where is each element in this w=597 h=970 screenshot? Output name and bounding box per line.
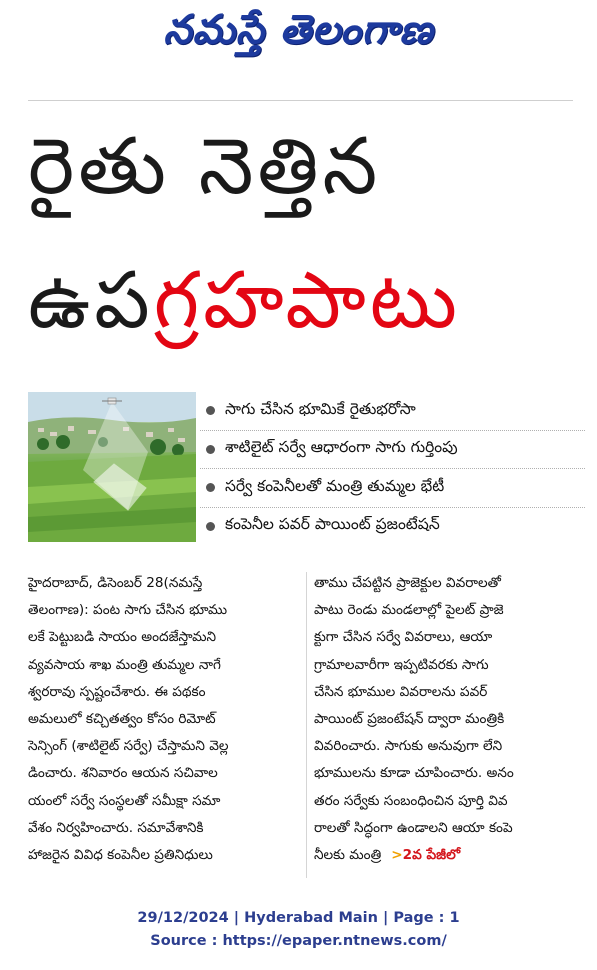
headline-line-2-red: గ్రహపాటు [153,256,461,346]
column-divider [306,572,307,878]
bullet-dot-icon [206,445,215,454]
footer-date-edition: 29/12/2024 | Hyderabad Main | Page : 1 [137,910,460,926]
newspaper-title: నమస్తే తెలంగాణ [163,7,434,53]
bullet-item: సాగు చేసిన భూమికే రైతుభరోసా [200,392,585,431]
continuation-link[interactable]: 2వ పేజీలో [402,847,461,864]
bullet-item: శాటిలైట్ సర్వే ఆధారంగా సాగు గుర్తింపు [200,431,585,470]
article-column-right-text: తాము చేపట్టిన ప్రాజెక్టుల వివరాలతో పాటు రెండు మండలాల్లో పైలట్ ప్రాజె క్టుగా చేసిన సర్వే వివరాలు, ఆయా గ్రామాలవారీగా ఇప్పటివరకు సాగు చేసిన భూముల వివరాలను పవర్ పాయింట్ ప్రజంటేషన్ ద్వారా మంత్రికి వివరించారు. సాగుకు అనువుగా లేని భూములను కూడా చూపించారు. అనం తరం సర్వేకు సంబంధించిన పూర్తి వివ రాలతో సిద్ధంగా ఉండాలని ఆయా కంపె నీలకు మంత్రి [314,575,514,864]
masthead [0,6,597,64]
headline-line-2 [28,256,588,346]
article-column-left: హైదరాబాద్, డిసెంబర్ 28(నమస్తే తెలంగాణ): పంట సాగు చేసిన భూము లకే పెట్టుబడి సాయం అందజేస్తామని వ్యవసాయ శాఖ మంత్రి తుమ్మల నాగే శ్వరరావు స్పష్టంచేశారు. ఈ పథకం అమలులో కచ్చితత్వం కోసం రిమోట్ సెన్సింగ్ (శాటిలైట్ సర్వే) చేస్తామని వెల్ల డించారు. శనివారం ఆయన సచివాల యంలో సర్వే సంస్థలతో సమీక్షా సమా వేశం నిర్వహించారు. సమావేశానికి హాజరైన వివిధ కంపెనీల ప్రతినిధులు [28,575,229,864]
article-column-right [314,570,586,869]
headline-line-1: రైతు నెత్తిన [28,122,382,212]
bullet-item: కంపెనీల పవర్ పాయింట్ ప్రజంటేషన్ [200,508,585,546]
satellite-farm-image [28,392,196,542]
bullet-item: సర్వే కంపెనీలతో మంత్రి తుమ్మల భేటీ [200,469,585,508]
headline-line-2-black: ఉప [28,256,154,346]
bullet-list [200,392,585,545]
bullet-dot-icon [206,406,215,415]
continuation-arrow-icon: > [391,847,403,864]
footer-source[interactable]: Source : https://epaper.ntnews.com/ [150,933,447,949]
bullet-dot-icon [206,483,215,492]
bullet-dot-icon [206,522,215,531]
masthead-divider [28,100,573,101]
